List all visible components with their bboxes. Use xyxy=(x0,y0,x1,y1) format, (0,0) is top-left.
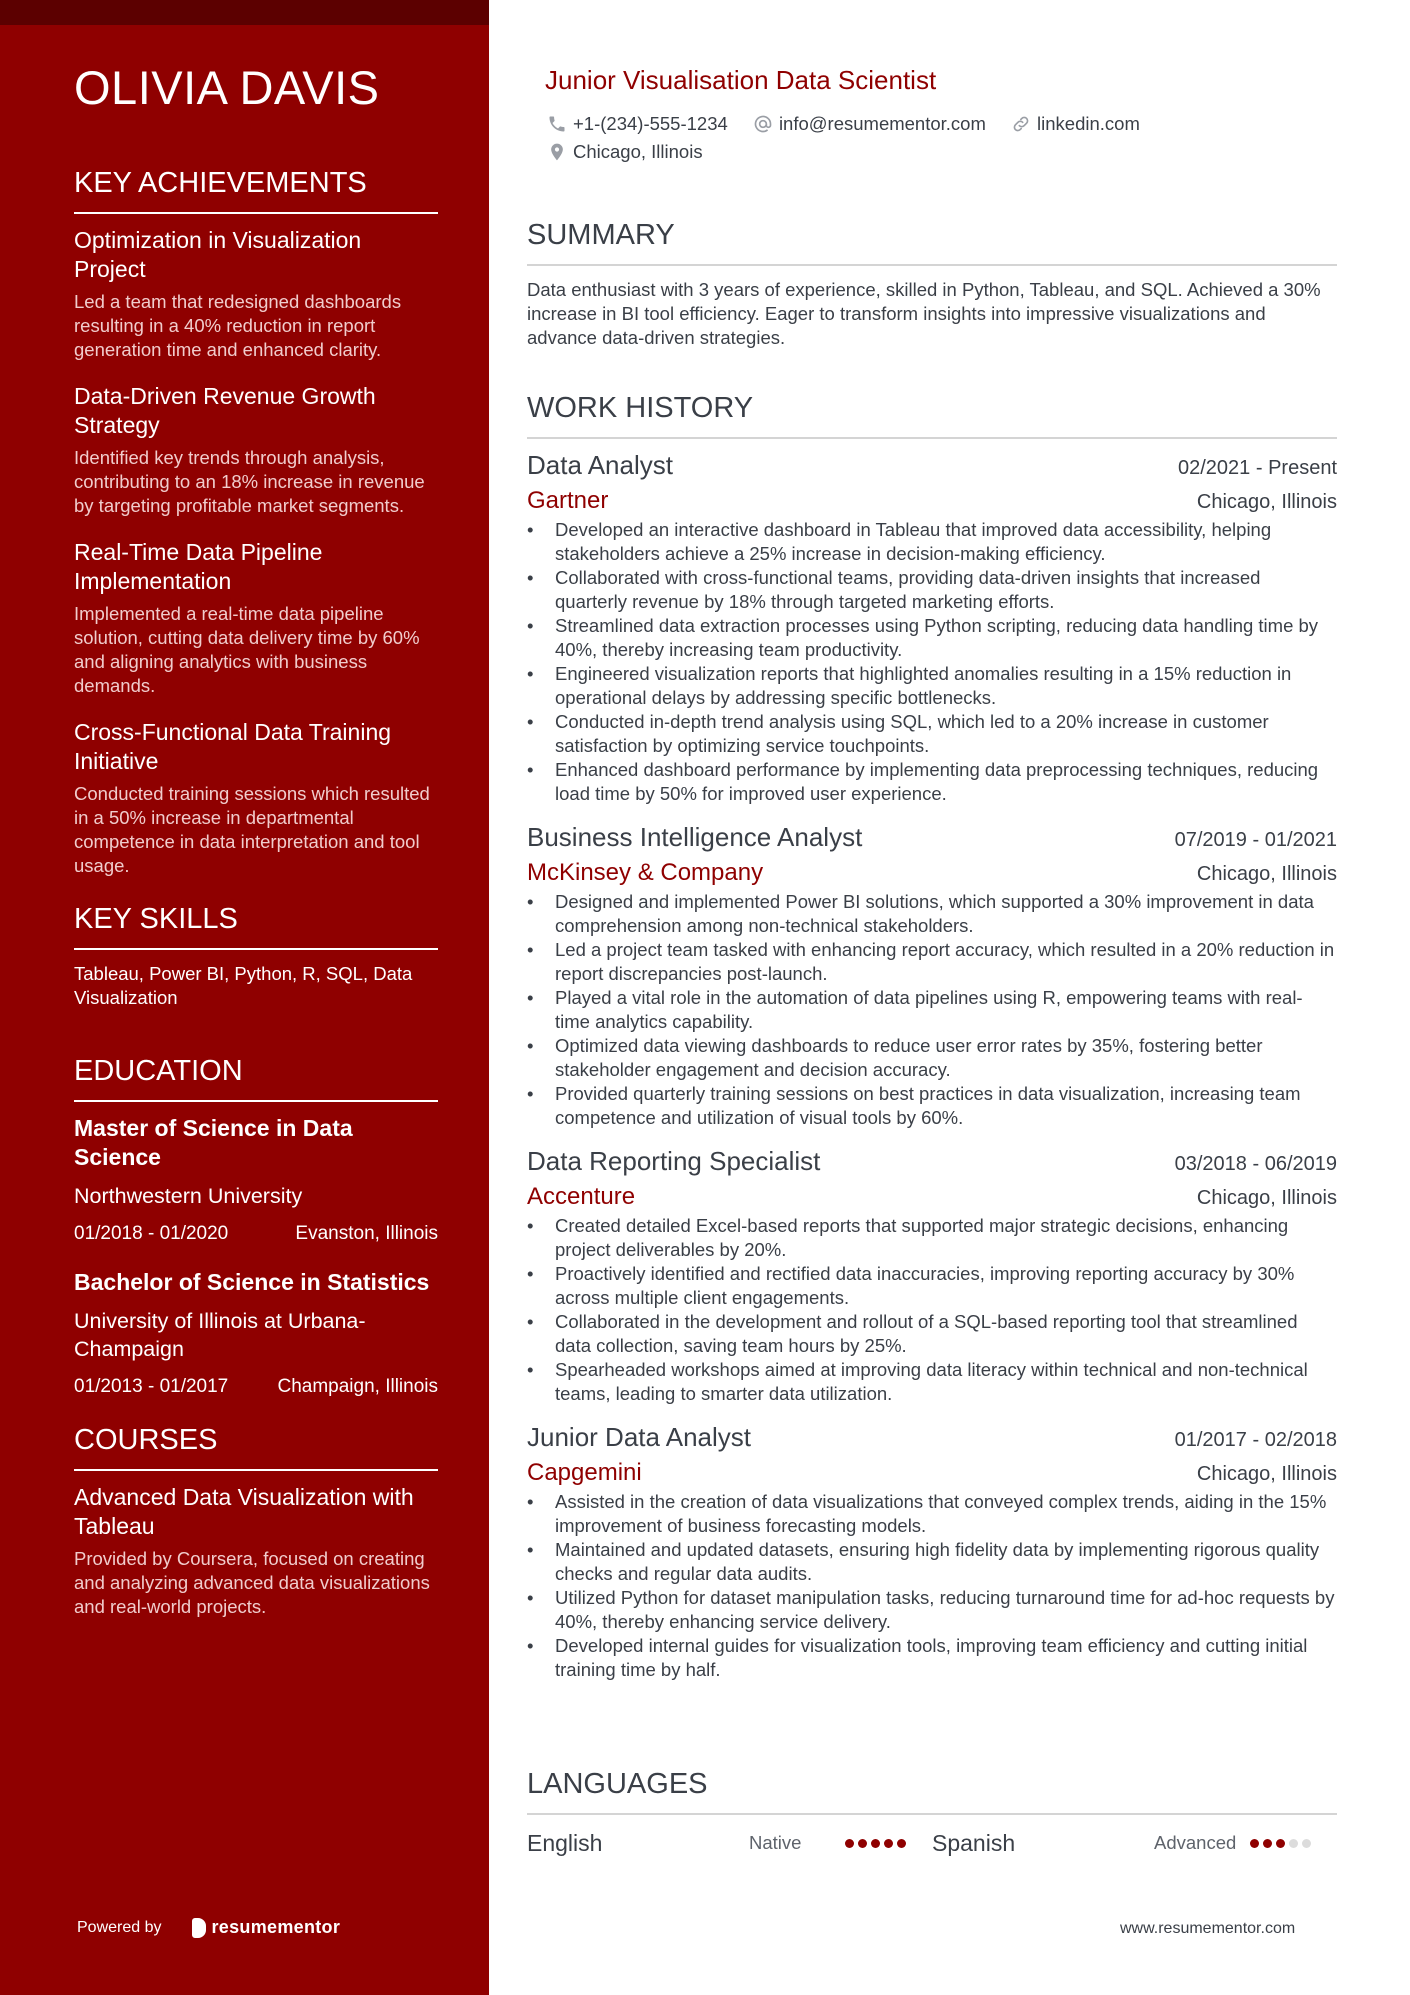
phone-text: +1-(234)-555-1234 xyxy=(573,112,728,134)
course-title: Advanced Data Visualization with Tableau xyxy=(74,1484,414,1539)
job-bullet: • Led a project team tasked with enhancing report accuracy, which resulted in a 20% reduction in report discrepancies post-launch. xyxy=(527,938,1337,986)
contact-info xyxy=(547,110,1307,167)
job-subheader xyxy=(527,858,1337,888)
skills-section xyxy=(74,900,438,1010)
job-role: Junior Data Analyst xyxy=(527,1422,752,1452)
achievement-title: Real-Time Data Pipeline Implementation xyxy=(74,539,323,594)
language-rating xyxy=(845,1839,906,1848)
company-name: Accenture xyxy=(527,1183,636,1210)
job-header xyxy=(527,448,1337,482)
candidate-name: OLIVIA DAVIS xyxy=(74,61,380,114)
languages-section xyxy=(527,1765,1337,1859)
achievement-item xyxy=(74,538,438,698)
education-heading: EDUCATION xyxy=(74,1052,438,1102)
education-location: Evanston, Illinois xyxy=(295,1223,438,1244)
language-level: Advanced xyxy=(1154,1832,1237,1853)
job-subheader xyxy=(527,1458,1337,1488)
rating-dot xyxy=(1250,1839,1259,1848)
job-header xyxy=(527,820,1337,854)
job-role: Business Intelligence Analyst xyxy=(527,822,863,852)
job-dates: 03/2018 - 06/2019 xyxy=(1174,1153,1337,1175)
company-name: Capgemini xyxy=(527,1459,642,1486)
achievements-section xyxy=(74,164,438,878)
brand-name: resumementor xyxy=(211,1917,341,1937)
job-title: Junior Visualisation Data Scientist xyxy=(545,65,937,95)
job-bullet: • Streamlined data extraction processes using Python scripting, reducing data handling time by 40%, thereby increasing team productivity. xyxy=(527,614,1337,662)
education-meta xyxy=(74,1222,438,1246)
link-icon xyxy=(1011,114,1031,134)
job-bullet: • Collaborated with cross-functional teams, providing data-driven insights that increased quarterly revenue by 18% through targeted marketing efforts. xyxy=(527,566,1337,614)
at-icon xyxy=(753,114,773,134)
language-level: Native xyxy=(749,1832,802,1853)
rating-dot xyxy=(884,1839,893,1848)
job-bullets xyxy=(527,1214,1337,1406)
education-dates: 01/2018 - 01/2020 xyxy=(74,1223,229,1244)
courses-section xyxy=(74,1421,438,1619)
achievement-description: Identified key trends through analysis, contributing to an 18% increase in revenue by targeting profitable market segments. xyxy=(74,447,425,516)
courses-heading: COURSES xyxy=(74,1421,438,1471)
achievement-item xyxy=(74,718,438,878)
rating-dot xyxy=(1276,1839,1285,1848)
job-bullet: • Engineered visualization reports that highlighted anomalies resulting in a 15% reduction in operational delays by addressing specific bottlenecks. xyxy=(527,662,1337,710)
company-name: Gartner xyxy=(527,487,609,514)
job-location: Chicago, Illinois xyxy=(1196,1187,1337,1209)
education-school: Northwestern University xyxy=(74,1184,303,1208)
powered-by xyxy=(77,1917,340,1938)
education-dates: 01/2013 - 01/2017 xyxy=(74,1376,229,1397)
rating-dot xyxy=(871,1839,880,1848)
contact-location xyxy=(547,139,703,166)
skills-heading: KEY SKILLS xyxy=(74,900,438,950)
education-degree: Bachelor of Science in Statistics xyxy=(74,1269,430,1295)
summary-heading: SUMMARY xyxy=(527,216,1337,266)
job-dates: 07/2019 - 01/2021 xyxy=(1174,829,1337,851)
summary-text: Data enthusiast with 3 years of experience, skilled in Python, Tableau, and SQL. Achieved a 30% increase in BI tool efficiency. Eager to transform insights into impressive visualizations and advance data-driven strategies. xyxy=(527,279,1321,348)
job-bullets xyxy=(527,518,1337,806)
contact-phone[interactable] xyxy=(547,110,728,137)
work-history-section xyxy=(527,389,1337,1682)
achievement-description: Conducted training sessions which resulted in a 50% increase in departmental competence in data interpretation and tool usage. xyxy=(74,783,430,876)
language-item xyxy=(527,1830,932,1857)
job-bullet: • Conducted in-depth trend analysis using SQL, which led to a 20% increase in customer satisfaction by optimizing service touchpoints. xyxy=(527,710,1337,758)
work-history-heading: WORK HISTORY xyxy=(527,389,1337,439)
footer-url[interactable]: www.resumementor.com xyxy=(1120,1920,1296,1937)
languages-heading: LANGUAGES xyxy=(527,1765,1337,1815)
job-location: Chicago, Illinois xyxy=(1196,1463,1337,1485)
job-header xyxy=(527,1420,1337,1454)
job-bullet: • Assisted in the creation of data visualizations that conveyed complex trends, aiding in the 15% improvement of business forecasting models. xyxy=(527,1490,1337,1538)
rating-dot xyxy=(897,1839,906,1848)
job-bullet: • Designed and implemented Power BI solutions, which supported a 30% improvement in data comprehension among non-technical stakeholders. xyxy=(527,890,1337,938)
achievement-title: Optimization in Visualization Project xyxy=(74,227,362,282)
rating-dot xyxy=(1263,1839,1272,1848)
education-degree: Master of Science in Data Science xyxy=(74,1115,353,1170)
brand-logo[interactable] xyxy=(192,1917,341,1938)
summary-section xyxy=(527,216,1337,350)
education-section xyxy=(74,1052,438,1399)
sidebar xyxy=(0,0,489,1995)
job-bullets xyxy=(527,890,1337,1130)
job-location: Chicago, Illinois xyxy=(1196,863,1337,885)
job-bullet: • Developed an interactive dashboard in Tableau that improved data accessibility, helping stakeholders achieve a 25% increase in decision-making efficiency. xyxy=(527,518,1337,566)
job-subheader xyxy=(527,486,1337,516)
sidebar-top-bar xyxy=(0,0,489,25)
achievement-item xyxy=(74,226,438,362)
job-entry xyxy=(527,820,1337,1130)
job-entry xyxy=(527,1144,1337,1406)
education-school: University of Illinois at Urbana-Champaign xyxy=(74,1309,366,1361)
job-entry xyxy=(527,1420,1337,1682)
phone-icon xyxy=(547,114,567,134)
job-bullet: • Proactively identified and rectified data inaccuracies, improving reporting accuracy by 30% across multiple client engagements. xyxy=(527,1262,1337,1310)
job-bullet: • Developed internal guides for visualization tools, improving team efficiency and cutting initial training time by half. xyxy=(527,1634,1337,1682)
linkedin-text: linkedin.com xyxy=(1037,112,1140,134)
job-bullets xyxy=(527,1490,1337,1682)
achievement-item xyxy=(74,382,438,518)
job-location: Chicago, Illinois xyxy=(1196,491,1337,513)
rating-dot xyxy=(1302,1839,1311,1848)
job-bullet: • Enhanced dashboard performance by implementing data preprocessing techniques, reducing load time by 50% for improved user experience. xyxy=(527,758,1337,806)
job-entry xyxy=(527,448,1337,806)
powered-by-label: Powered by xyxy=(77,1918,162,1936)
language-name: English xyxy=(527,1829,603,1856)
rating-dot xyxy=(845,1839,854,1848)
location-pin-icon xyxy=(547,142,567,162)
job-bullet: • Utilized Python for dataset manipulation tasks, reducing turnaround time for ad-hoc requests by 40%, thereby enhancing service delivery. xyxy=(527,1586,1337,1634)
education-item xyxy=(74,1268,438,1399)
job-bullet: • Maintained and updated datasets, ensuring high fidelity data by implementing rigorous quality checks and regular data audits. xyxy=(527,1538,1337,1586)
job-subheader xyxy=(527,1182,1337,1212)
contact-linkedin[interactable] xyxy=(1011,110,1140,137)
location-text: Chicago, Illinois xyxy=(573,141,703,162)
company-name: McKinsey & Company xyxy=(527,859,764,886)
job-bullet: • Spearheaded workshops aimed at improving data literacy within technical and non-technical teams, leading to smarter data utilization. xyxy=(527,1358,1337,1406)
job-header xyxy=(527,1144,1337,1178)
achievements-list xyxy=(74,226,438,878)
sidebar-content xyxy=(74,58,438,1619)
job-role: Data Reporting Specialist xyxy=(527,1146,821,1176)
achievement-description: Implemented a real-time data pipeline solution, cutting data delivery time by 60% and aligning analytics with business demands. xyxy=(74,603,420,696)
education-list xyxy=(74,1114,438,1399)
email-text: info@resumementor.com xyxy=(778,112,986,134)
job-bullet: • Played a vital role in the automation of data pipelines using R, empowering teams with real-time analytics capability. xyxy=(527,986,1337,1034)
rating-dot xyxy=(1289,1839,1298,1848)
education-item xyxy=(74,1114,438,1246)
job-dates: 01/2017 - 02/2018 xyxy=(1174,1429,1337,1451)
job-bullet: • Created detailed Excel-based reports that supported major strategic decisions, enhancing project deliverables by 20%. xyxy=(527,1214,1337,1262)
language-item xyxy=(932,1830,1337,1857)
education-location: Champaign, Illinois xyxy=(277,1376,438,1397)
job-dates: 02/2021 - Present xyxy=(1178,457,1337,479)
achievement-description: Led a team that redesigned dashboards resulting in a 40% reduction in report generation time and enhanced clarity. xyxy=(74,291,402,360)
rating-dot xyxy=(858,1839,867,1848)
language-name: Spanish xyxy=(932,1829,1016,1856)
job-bullet: • Collaborated in the development and rollout of a SQL-based reporting tool that streamlined data collection, saving team hours by 25%. xyxy=(527,1310,1337,1358)
brand-logo-icon xyxy=(192,1918,206,1938)
courses-list xyxy=(74,1483,438,1619)
languages-list xyxy=(527,1827,1337,1859)
job-bullet: • Optimized data viewing dashboards to reduce user error rates by 35%, fostering better stakeholder engagement and decision accuracy. xyxy=(527,1034,1337,1082)
achievement-title: Data-Driven Revenue Growth Strategy xyxy=(74,383,376,438)
contact-email[interactable] xyxy=(753,110,986,137)
skills-text: Tableau, Power BI, Python, R, SQL, Data Visualization xyxy=(74,963,413,1008)
job-role: Data Analyst xyxy=(527,450,673,480)
achievements-heading: KEY ACHIEVEMENTS xyxy=(74,164,438,214)
job-bullet: • Provided quarterly training sessions on best practices in data visualization, increasing team competence and utilization of visual tools by 60%. xyxy=(527,1082,1337,1130)
course-description: Provided by Coursera, focused on creating and analyzing advanced data visualizations and real-world projects. xyxy=(74,1548,430,1617)
achievement-title: Cross-Functional Data Training Initiative xyxy=(74,719,392,774)
job-list xyxy=(527,448,1337,1682)
course-item xyxy=(74,1483,438,1619)
language-rating xyxy=(1250,1839,1311,1848)
education-meta xyxy=(74,1375,438,1399)
